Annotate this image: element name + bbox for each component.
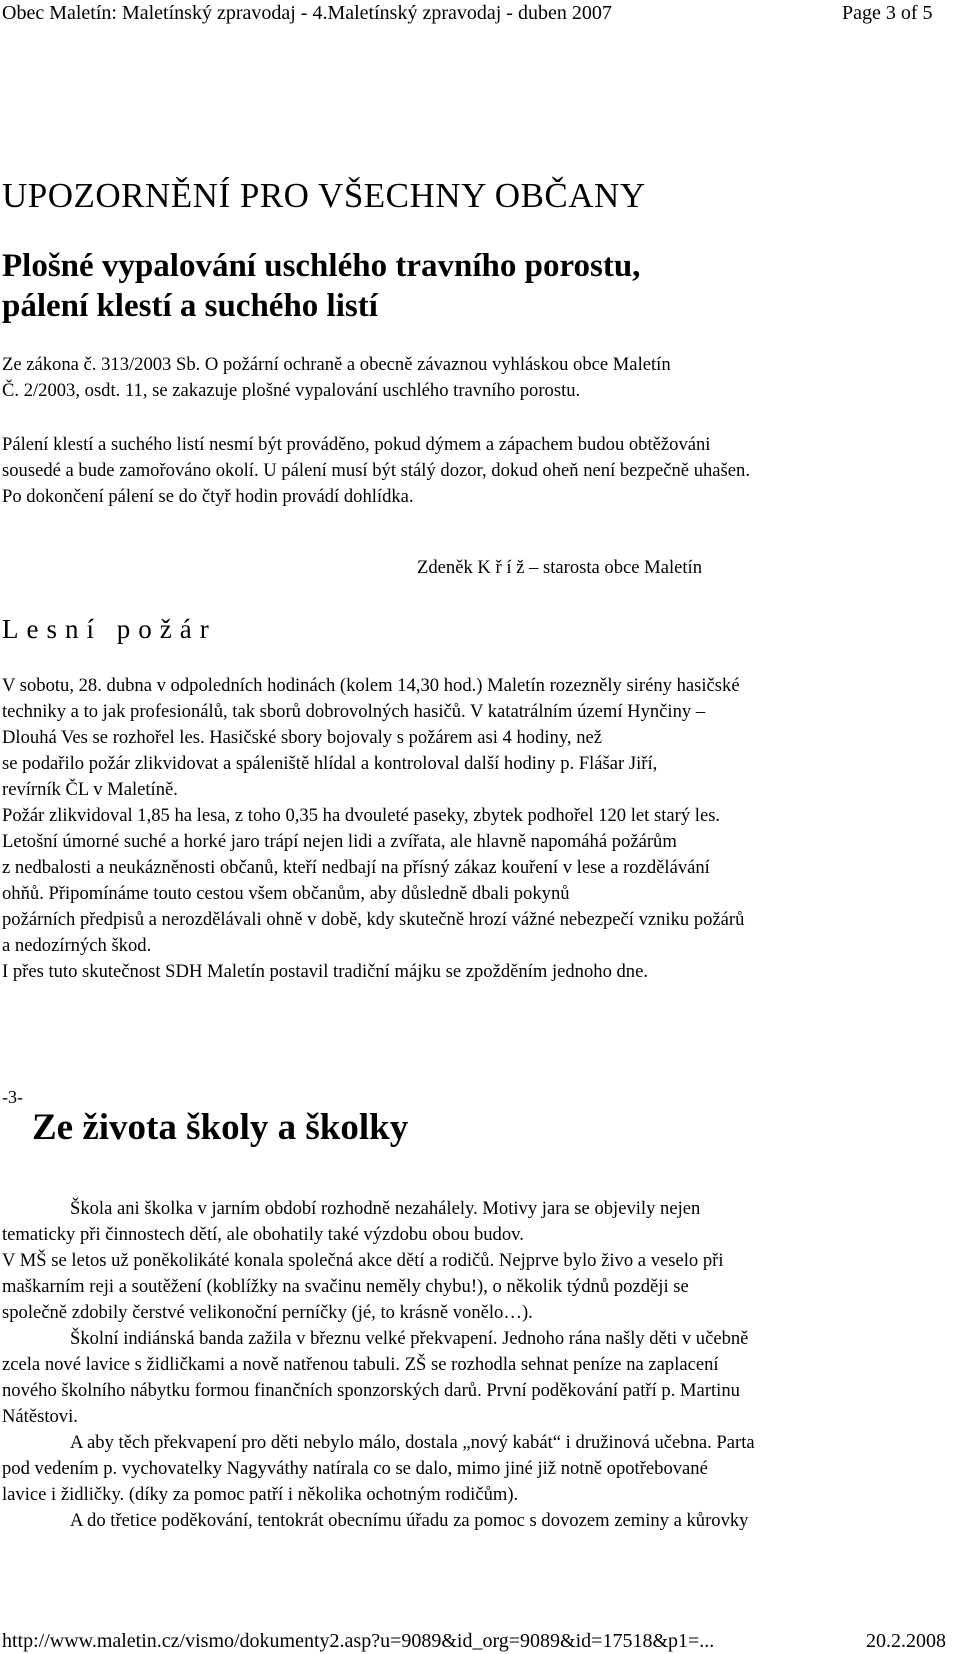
text-line: A aby těch překvapení pro děti nebylo málo, dostala „nový kabát“ i družinová učebna. Parta: [70, 1432, 755, 1453]
school-heading: Ze života školy a školky: [32, 1107, 409, 1148]
text-line: revírník ČL v Maletíně.: [2, 779, 178, 800]
text-line: se podařilo požár zlikvidovat a spáleniště hlídal a kontroloval další hodiny p. Flášar Jiří,: [2, 753, 658, 774]
footer-url[interactable]: http://www.maletin.cz/vismo/dokumenty2.asp?u=9089&id_org=9089&id=17518&p1=...: [2, 1630, 715, 1652]
text-line: Školní indiánská banda zažila v březnu velké překvapení. Jednoho rána našly děti v učebně: [70, 1328, 749, 1349]
text-line: zcela nové lavice s židličkami a nově natřenou tabuli. ZŠ se rozhodla sehnat peníze na zaplacení: [2, 1354, 719, 1375]
text-line: Škola ani školka v jarním období rozhodně nezahálely. Motivy jara se objevily nejen: [70, 1198, 701, 1219]
fire-heading: Lesní požár: [2, 614, 217, 644]
text-line: společně zdobily čerstvé velikonoční perníčky (jé, to krásně vonělo…).: [2, 1302, 533, 1323]
fire-paragraph: [2, 673, 744, 985]
subtitle-line: Plošné vypalování uschlého travního porostu,: [2, 248, 641, 284]
text-line: techniky a to jak profesionálů, tak sborů dobrovolných hasičů. V katatrálním území Hynčiny –: [2, 701, 706, 722]
text-line: V sobotu, 28. dubna v odpoledních hodinách (kolem 14,30 hod.) Maletín rozezněly sirény hasičské: [2, 675, 740, 696]
school-paragraph: [2, 1196, 755, 1534]
text-line: Dlouhá Ves se rozhořel les. Hasičské sbory bojovaly s požárem asi 4 hodiny, než: [2, 727, 603, 748]
text-line: Nátěstovi.: [2, 1406, 78, 1427]
text-line: A do třetice poděkování, tentokrát obecnímu úřadu za pomoc s dovozem zeminy a kůrovky: [70, 1510, 749, 1531]
signature: Zdeněk K ř í ž – starosta obce Maletín: [417, 557, 703, 578]
text-line: Č. 2/2003, osdt. 11, se zakazuje plošné vypalování uschlého travního porostu.: [2, 380, 581, 401]
text-line: lavice i židličky. (díky za pomoc patří i několika ochotným rodičům).: [2, 1484, 519, 1505]
page-title: UPOZORNĚNÍ PRO VŠECHNY OBČANY: [2, 176, 646, 215]
text-line: požárních předpisů a nerozdělávali ohně v době, kdy skutečně hrozí vážné nebezpečí vzniku požárů: [2, 909, 745, 930]
subtitle-line: pálení klestí a suchého listí: [2, 288, 378, 324]
text-line: z nedbalosti a neukázněnosti občanů, kteří nedbají na přísný zákaz kouření v lese a rozdělávání: [2, 857, 710, 878]
text-line: I přes tuto skutečnost SDH Maletín postavil tradiční májku se zpožděním jednoho dne.: [2, 961, 649, 982]
text-line: maškarním reji a soutěžení (koblížky na svačinu neměly chybu!), o několik týdnů později se: [2, 1276, 689, 1297]
page-number: -3-: [2, 1087, 23, 1107]
text-line: Ze zákona č. 313/2003 Sb. O požární ochraně a obecně závaznou vyhláskou obce Maletín: [2, 354, 671, 375]
footer-date: 20.2.2008: [866, 1630, 946, 1652]
text-line: nového školního nábytku formou finančních sponzorských darů. První poděkování patří p. Martinu: [2, 1380, 740, 1401]
text-line: tematicky při činnostech dětí, ale obohatily také výzdobu obou budov.: [2, 1224, 524, 1245]
text-line: pod vedením p. vychovatelky Nagyváthy natírala co se dalo, mimo jiné již notně opotřebované: [2, 1458, 708, 1479]
text-line: a nedozírných škod.: [2, 935, 152, 956]
header-title: Obec Maletín: Maletínský zpravodaj - 4.Maletínský zpravodaj - duben 2007: [2, 2, 612, 24]
text-line: V MŠ se letos už poněkolikáté konala společná akce dětí a rodičů. Nejprve bylo živo a veselo při: [2, 1250, 724, 1271]
header-page-indicator: Page 3 of 5: [842, 2, 933, 24]
burning-paragraph: [2, 432, 750, 510]
text-line: ohňů. Připomínáme touto cestou všem občanům, aby důsledně dbali pokynů: [2, 883, 570, 904]
text-line: Letošní úmorné suché a horké jaro trápí nejen lidi a zvířata, ale hlavně napomáhá požárům: [2, 831, 677, 852]
text-line: sousedé a bude zamořováno okolí. U pálení musí být stálý dozor, dokud oheň není bezpečně uhašen.: [2, 460, 750, 481]
law-paragraph: [2, 352, 671, 404]
text-line: Požár zlikvidoval 1,85 ha lesa, z toho 0,35 ha dvouleté paseky, zbytek podhořel 120 let starý les.: [2, 805, 721, 826]
text-line: Po dokončení pálení se do čtyř hodin provádí dohlídka.: [2, 486, 414, 507]
text-line: Pálení klestí a suchého listí nesmí být prováděno, pokud dýmem a zápachem budou obtěžováni: [2, 434, 711, 455]
